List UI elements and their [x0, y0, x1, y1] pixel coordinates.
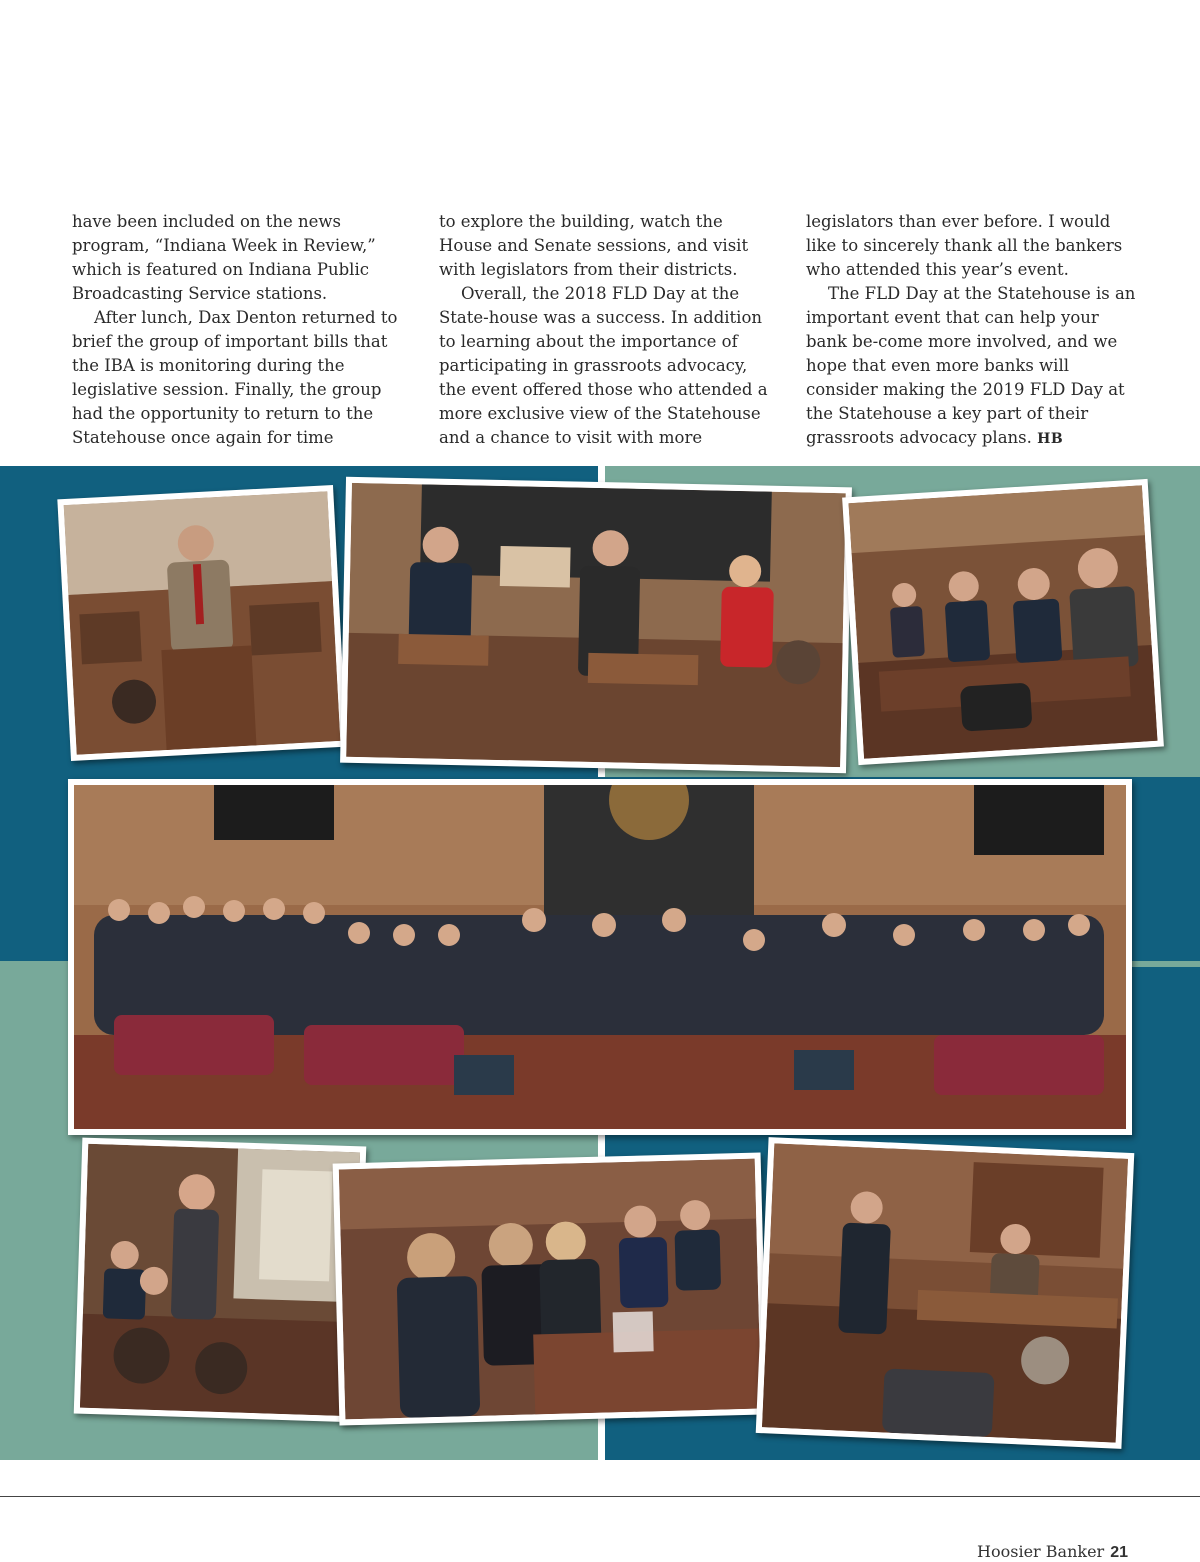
photo-image	[848, 485, 1157, 758]
photo-audience-listening	[333, 1152, 768, 1425]
photo-image	[64, 491, 341, 754]
photo-image	[346, 483, 846, 767]
photo-image	[80, 1144, 360, 1416]
article-column-1	[72, 210, 402, 450]
paragraph: to explore the building, watch the House and Senate sessions, and visit with legislators from their districts.	[439, 212, 749, 279]
page-number: 21	[1110, 1544, 1128, 1561]
photo-image	[762, 1143, 1128, 1442]
paragraph: After lunch, Dax Denton returned to brief the group of important bills that the IBA is monitoring during the legislative session. Finally, the group had the opportunity to return to the Statehouse once again for time	[72, 308, 398, 447]
paragraph-text: The FLD Day at the Statehouse is an important event that can help your bank be-come more involved, and we hope that even more banks will consider making the 2019 FLD Day at the Statehouse a key part of their grassroots advocacy plans.	[806, 284, 1136, 447]
end-mark: HB	[1037, 431, 1064, 447]
paragraph: Overall, the 2018 FLD Day at the State-house was a success. In addition to learning about the importance of participating in grassroots advocacy, the event offered those who attended a more exclusive view of the Statehouse and a chance to visit with more	[439, 284, 768, 447]
article-column-3	[806, 210, 1136, 451]
page-footer	[977, 1542, 1128, 1562]
photo-image	[339, 1159, 761, 1420]
photo-woman-speaking	[74, 1138, 367, 1423]
paragraph: legislators than ever before. I would like to sincerely thank all the bankers who attended this year’s event.	[806, 212, 1123, 279]
photo-three-legislators	[340, 477, 852, 774]
photo-two-speakers	[756, 1137, 1135, 1449]
paragraph: have been included on the news program, “Indiana Week in Review,” which is featured on Indiana Public Broadcasting Service stations.	[72, 212, 376, 303]
article-column-2	[439, 210, 769, 450]
paragraph	[806, 282, 1136, 451]
publication-name: Hoosier Banker	[977, 1542, 1105, 1561]
footer-rule	[0, 1496, 1200, 1497]
photo-speaker-podium	[57, 485, 346, 761]
photo-image	[74, 785, 1126, 1129]
photo-group	[68, 779, 1132, 1135]
photo-seated-bankers	[842, 479, 1164, 765]
